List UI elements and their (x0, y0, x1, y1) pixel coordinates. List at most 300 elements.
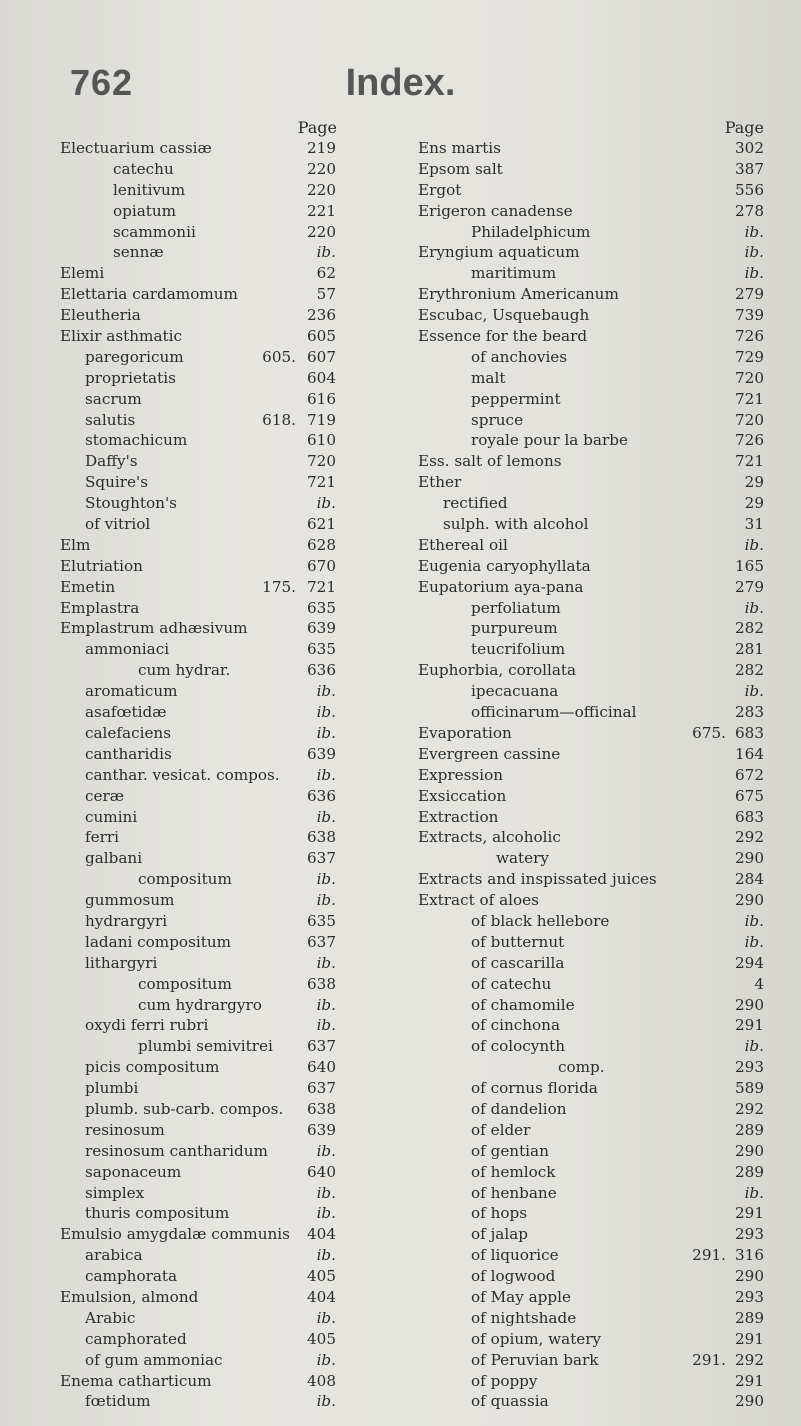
entry-page-ref: 556 (735, 180, 764, 199)
entry-page-ref: 638 (307, 1099, 336, 1118)
index-entry (418, 1224, 764, 1245)
entry-page-ref: ib. (744, 243, 764, 262)
entry-page-ref: 294 (735, 953, 764, 972)
entry-page-ref: 290 (735, 1141, 764, 1160)
entry-page-ref: 636 (307, 661, 336, 680)
entry-term: Erythronium Americanum (418, 285, 619, 304)
entry-term: of logwood (471, 1267, 556, 1286)
entry-term: rectified (443, 494, 508, 513)
index-entry (60, 1057, 396, 1078)
entry-page-ref: 408 (307, 1371, 336, 1390)
entry-term: oxydi ferri rubri (85, 1016, 209, 1035)
index-entry (60, 368, 396, 389)
entry-page-ref: 720 (735, 368, 764, 387)
index-entry (418, 389, 764, 410)
entry-page-ref: 683 (735, 807, 764, 826)
entry-page-ref: 404 (307, 1287, 336, 1306)
entry-term: of quassia (471, 1392, 549, 1411)
entry-page-ref: 721 (307, 577, 336, 596)
entry-page-ref: 290 (735, 995, 764, 1014)
entry-term: Ether (418, 473, 462, 492)
entry-page-ref: 621 (307, 515, 336, 534)
entry-term: ceræ (85, 786, 125, 805)
entry-page-ref: ib. (316, 870, 336, 889)
entry-page-ref: 639 (307, 1120, 336, 1139)
index-entry (418, 1015, 764, 1036)
index-entry (60, 201, 396, 222)
entry-term: Enema catharticum (60, 1371, 212, 1390)
entry-page-ref: ib. (316, 1350, 336, 1369)
entry-term: ferri (85, 828, 119, 847)
entry-term: Evergreen cassine (418, 744, 561, 763)
right-page-heading (418, 118, 764, 138)
entry-page-ref: 220 (307, 180, 336, 199)
index-entry (418, 681, 764, 702)
entry-term: Elutriation (60, 556, 143, 575)
entry-term: purpureum (471, 619, 558, 638)
entry-term: of catechu (471, 974, 552, 993)
entry-term: saponaceum (85, 1162, 182, 1181)
entry-term: Ens martis (418, 139, 501, 157)
index-entry (60, 598, 396, 619)
index-entry (60, 347, 396, 368)
entry-term: resinosum (85, 1120, 165, 1139)
entry-page-ref: 290 (735, 849, 764, 868)
entry-page-ref: ib. (744, 598, 764, 617)
entry-page-ref: 292 (735, 1350, 764, 1369)
index-entry (60, 1308, 396, 1329)
entry-page-ref: 283 (735, 703, 764, 722)
index-entry (418, 1057, 764, 1078)
entry-term: scammonii (113, 222, 196, 241)
entry-term: teucrifolium (471, 640, 566, 659)
index-entry (418, 242, 764, 263)
entry-term: of cornus florida (471, 1079, 598, 1098)
entry-page-ref: 290 (735, 1392, 764, 1411)
entry-term: of henbane (471, 1183, 557, 1202)
index-entry (418, 1162, 764, 1183)
entry-page-ref: 638 (307, 828, 336, 847)
entry-term: watery (496, 849, 549, 868)
entry-term: malt (471, 368, 506, 387)
entry-page-ref: 220 (307, 159, 336, 178)
entry-term: galbani (85, 849, 143, 868)
entry-term: Ess. salt of lemons (418, 452, 562, 471)
page-title: Index. (345, 62, 456, 104)
index-entry (60, 807, 396, 828)
entry-page-ref: 726 (735, 327, 764, 346)
index-entry (60, 848, 396, 869)
entry-term: of nightshade (471, 1308, 577, 1327)
entry-term: comp. (558, 1058, 605, 1077)
entry-page-ref: 605 (307, 327, 336, 346)
entry-page-ref: ib. (316, 807, 336, 826)
entry-page-ref: 293 (735, 1287, 764, 1306)
entry-term: of colocynth (471, 1037, 565, 1056)
entry-term: of anchovies (471, 347, 568, 366)
index-entry (418, 1120, 764, 1141)
index-entry (418, 1203, 764, 1224)
index-entry (60, 1036, 396, 1057)
entry-page-ref: 405 (307, 1267, 336, 1286)
entry-term: of opium, watery (471, 1329, 602, 1348)
entry-page-ref-secondary: 175. (262, 577, 296, 596)
entry-page-ref: ib. (316, 1246, 336, 1265)
entry-term: Elettaria cardamomum (60, 285, 238, 304)
entry-page-ref: 637 (307, 849, 336, 868)
entry-term: Extracts, alcoholic (418, 828, 561, 847)
entry-page-ref: 284 (735, 870, 764, 889)
index-entry (418, 1183, 764, 1204)
entry-term: of elder (471, 1120, 531, 1139)
page-heading-label: Page (724, 118, 764, 137)
index-entry (60, 242, 396, 263)
index-entry (60, 995, 396, 1016)
entry-page-ref: 720 (735, 410, 764, 429)
entry-term: stomachicum (85, 431, 188, 450)
entry-page-ref: 639 (307, 744, 336, 763)
index-entry (60, 786, 396, 807)
entry-term: Ergot (418, 180, 462, 199)
index-entry (418, 410, 764, 431)
index-entry (60, 702, 396, 723)
index-entry (418, 618, 764, 639)
entry-term: Ethereal oil (418, 535, 508, 554)
entry-page-ref-secondary: 675. (692, 723, 726, 742)
entry-page-ref: 672 (735, 765, 764, 784)
entry-term: picis compositum (85, 1058, 220, 1077)
entry-term: asafœtidæ (85, 703, 167, 722)
entry-page-ref: 4 (754, 974, 764, 993)
index-entry (60, 222, 396, 243)
entry-term: Exsiccation (418, 786, 507, 805)
index-entry (60, 1078, 396, 1099)
entry-page-ref: 640 (307, 1058, 336, 1077)
entry-page-ref: 636 (307, 786, 336, 805)
index-entry (418, 180, 764, 201)
entry-page-ref: 387 (735, 159, 764, 178)
index-entry (60, 932, 396, 953)
entry-term: officinarum—officinal (471, 703, 637, 722)
entry-term: Evaporation (418, 723, 512, 742)
index-entry (60, 410, 396, 431)
index-entry (60, 639, 396, 660)
entry-term: of jalap (471, 1225, 528, 1244)
entry-term: ipecacuana (471, 682, 559, 701)
index-entry (60, 1245, 396, 1266)
index-entry (418, 995, 764, 1016)
index-entry (418, 368, 764, 389)
entry-page-ref: 721 (735, 389, 764, 408)
entry-term: of hops (471, 1204, 528, 1223)
index-entry (60, 430, 396, 451)
left-index-column (60, 118, 396, 1412)
entry-term: peppermint (471, 389, 561, 408)
left-page-heading (60, 118, 396, 138)
entry-term: Eryngium aquaticum (418, 243, 580, 262)
entry-term: of cascarilla (471, 953, 565, 972)
entry-term: resinosum cantharidum (85, 1141, 268, 1160)
index-entry (418, 1329, 764, 1350)
page-number: 762 (70, 62, 134, 103)
index-entry (60, 514, 396, 535)
entry-page-ref: ib. (316, 703, 336, 722)
index-entry (418, 430, 764, 451)
entry-term: Stoughton's (85, 494, 177, 513)
entry-page-ref: ib. (744, 911, 764, 930)
entry-term: Elemi (60, 264, 105, 283)
entry-page-ref: ib. (316, 1308, 336, 1327)
entry-term: perfoliatum (471, 598, 561, 617)
index-entry (418, 932, 764, 953)
entry-term: arabica (85, 1246, 143, 1265)
entry-page-ref: 290 (735, 1267, 764, 1286)
index-entry (418, 222, 764, 243)
entry-term: canthar. vesicat. compos. (85, 765, 280, 784)
entry-page-ref: 316 (735, 1246, 764, 1265)
entry-page-ref: 62 (316, 264, 336, 283)
entry-page-ref: ib. (316, 953, 336, 972)
entry-page-ref: 721 (735, 452, 764, 471)
entry-page-ref: ib. (744, 1183, 764, 1202)
entry-term: Extraction (418, 807, 499, 826)
entry-page-ref: 726 (735, 431, 764, 450)
index-entry (418, 159, 764, 180)
index-entry (418, 1245, 764, 1266)
entry-term: of gentian (471, 1141, 549, 1160)
index-entry (418, 138, 764, 159)
entry-page-ref: ib. (316, 765, 336, 784)
entry-term: Escubac, Usquebaugh (418, 306, 590, 325)
index-entry (418, 890, 764, 911)
entry-term: sennæ (113, 243, 164, 262)
index-entry (60, 660, 396, 681)
index-entry (418, 911, 764, 932)
entry-term: calefaciens (85, 723, 172, 742)
entry-page-ref: ib. (316, 243, 336, 262)
index-entry (60, 1203, 396, 1224)
entry-page-ref-secondary: 618. (262, 410, 296, 429)
index-entry (418, 263, 764, 284)
index-entry (418, 1391, 764, 1412)
entry-term: hydrargyri (85, 911, 168, 930)
entry-page-ref: 29 (744, 473, 764, 492)
index-entry (60, 1141, 396, 1162)
entry-term: of hemlock (471, 1162, 556, 1181)
entry-term: royale pour la barbe (471, 431, 628, 450)
entry-term: Emplastra (60, 598, 140, 617)
index-entry (60, 1120, 396, 1141)
index-entry (418, 1266, 764, 1287)
entry-term: of dandelion (471, 1099, 567, 1118)
index-entry (60, 1015, 396, 1036)
entry-page-ref: 291 (735, 1016, 764, 1035)
entry-term: Emetin (60, 577, 116, 596)
index-entry (418, 535, 764, 556)
index-entry (418, 807, 764, 828)
entry-term: of vitriol (85, 515, 151, 534)
index-entry (418, 577, 764, 598)
entry-term: of Peruvian bark (471, 1350, 599, 1369)
entry-page-ref: 293 (735, 1058, 764, 1077)
index-entry (418, 284, 764, 305)
entry-term: Euphorbia, corollata (418, 661, 577, 680)
index-entry (418, 347, 764, 368)
entry-page-ref: 289 (735, 1162, 764, 1181)
entry-page-ref: 404 (307, 1225, 336, 1244)
entry-page-ref: 720 (307, 452, 336, 471)
index-entry (418, 744, 764, 765)
index-entry (418, 786, 764, 807)
entry-term: plumbi semivitrei (138, 1037, 273, 1056)
index-entry (60, 472, 396, 493)
page-header (0, 62, 801, 112)
entry-term: Erigeron canadense (418, 201, 573, 220)
index-entry (60, 263, 396, 284)
entry-term: Epsom salt (418, 159, 503, 178)
index-entry (418, 702, 764, 723)
entry-term: of black hellebore (471, 911, 610, 930)
entry-page-ref: 29 (744, 494, 764, 513)
entry-page-ref: 302 (735, 139, 764, 157)
entry-term: simplex (85, 1183, 145, 1202)
index-entry (60, 911, 396, 932)
entry-page-ref: ib. (744, 682, 764, 701)
entry-page-ref: 638 (307, 974, 336, 993)
index-entry (418, 305, 764, 326)
entry-page-ref: 220 (307, 222, 336, 241)
entry-page-ref: 291 (735, 1329, 764, 1348)
entry-page-ref: 719 (307, 410, 336, 429)
entry-term: salutis (85, 410, 136, 429)
entry-page-ref: 282 (735, 661, 764, 680)
index-entry (418, 1308, 764, 1329)
index-entry (60, 493, 396, 514)
index-entry (60, 159, 396, 180)
entry-term: of cinchona (471, 1016, 561, 1035)
entry-term: Extracts and inspissated juices (418, 870, 657, 889)
index-entry (60, 535, 396, 556)
index-entry (60, 681, 396, 702)
entry-page-ref: ib. (316, 1392, 336, 1411)
entry-page-ref-secondary: 291. (692, 1246, 726, 1265)
entry-page-ref: ib. (744, 264, 764, 283)
entry-term: gummosum (85, 891, 175, 910)
entry-page-ref: ib. (316, 682, 336, 701)
entry-page-ref: 610 (307, 431, 336, 450)
entry-term: Elm (60, 535, 91, 554)
index-entry (60, 1266, 396, 1287)
entry-term: lithargyri (85, 953, 158, 972)
entry-page-ref: 236 (307, 306, 336, 325)
entry-page-ref-secondary: 605. (262, 347, 296, 366)
index-entry (60, 723, 396, 744)
index-entry (60, 618, 396, 639)
index-entry (60, 744, 396, 765)
entry-term: of chamomile (471, 995, 575, 1014)
entry-term: Eleutheria (60, 306, 141, 325)
entry-page-ref: 289 (735, 1120, 764, 1139)
entry-page-ref: 289 (735, 1308, 764, 1327)
entry-term: cum hydrar. (138, 661, 231, 680)
entry-page-ref: 637 (307, 1037, 336, 1056)
entry-page-ref: 291 (735, 1204, 764, 1223)
entry-page-ref: 683 (735, 723, 764, 742)
entry-term: plumb. sub-carb. compos. (85, 1099, 284, 1118)
index-entry (60, 1099, 396, 1120)
index-entry (60, 869, 396, 890)
index-entry (60, 890, 396, 911)
entry-page-ref: 219 (307, 139, 336, 157)
entry-page-ref: 291 (735, 1371, 764, 1390)
index-entry (418, 472, 764, 493)
entry-term: catechu (113, 159, 174, 178)
index-entry (60, 577, 396, 598)
index-entry (418, 639, 764, 660)
entry-page-ref: 278 (735, 201, 764, 220)
entry-page-ref: ib. (744, 932, 764, 951)
entry-page-ref: ib. (316, 1183, 336, 1202)
entry-term: plumbi (85, 1079, 139, 1098)
entry-term: aromaticum (85, 682, 178, 701)
index-entry (60, 1391, 396, 1412)
entry-page-ref: 165 (735, 556, 764, 575)
index-entry (60, 953, 396, 974)
entry-page-ref: 616 (307, 389, 336, 408)
index-entry (60, 138, 396, 159)
index-entry (60, 305, 396, 326)
index-entry (418, 953, 764, 974)
entry-page-ref: 292 (735, 1099, 764, 1118)
entry-page-ref-secondary: 291. (692, 1350, 726, 1369)
entry-page-ref: 739 (735, 306, 764, 325)
entry-page-ref: 31 (744, 515, 764, 534)
index-entry (418, 660, 764, 681)
entry-term: ladani compositum (85, 932, 232, 951)
entry-term: fœtidum (85, 1392, 151, 1411)
index-entry (418, 556, 764, 577)
index-entry (418, 598, 764, 619)
entry-term: Eupatorium aya-pana (418, 577, 584, 596)
entry-term: Electuarium cassiæ (60, 139, 212, 157)
index-entry (60, 1162, 396, 1183)
entry-page-ref: 670 (307, 556, 336, 575)
entry-page-ref: ib. (316, 891, 336, 910)
index-entry (418, 451, 764, 472)
index-entry (60, 1371, 396, 1392)
entry-term: sulph. with alcohol (443, 515, 589, 534)
entry-term: of butternut (471, 932, 565, 951)
entry-term: spruce (471, 410, 524, 429)
entry-page-ref: 628 (307, 535, 336, 554)
index-entry (418, 827, 764, 848)
entry-page-ref: ib. (744, 222, 764, 241)
index-entry (418, 493, 764, 514)
entry-term: Elixir asthmatic (60, 327, 182, 346)
entry-page-ref: 57 (316, 285, 336, 304)
entry-term: sacrum (85, 389, 142, 408)
index-entry (60, 1183, 396, 1204)
index-entry (418, 1099, 764, 1120)
entry-term: cumini (85, 807, 138, 826)
entry-page-ref: 281 (735, 640, 764, 659)
entry-page-ref: 635 (307, 911, 336, 930)
index-entry (418, 1350, 764, 1371)
entry-term: of gum ammoniac (85, 1350, 223, 1369)
entry-term: camphorated (85, 1329, 187, 1348)
index-entry (418, 1287, 764, 1308)
entry-page-ref: 405 (307, 1329, 336, 1348)
